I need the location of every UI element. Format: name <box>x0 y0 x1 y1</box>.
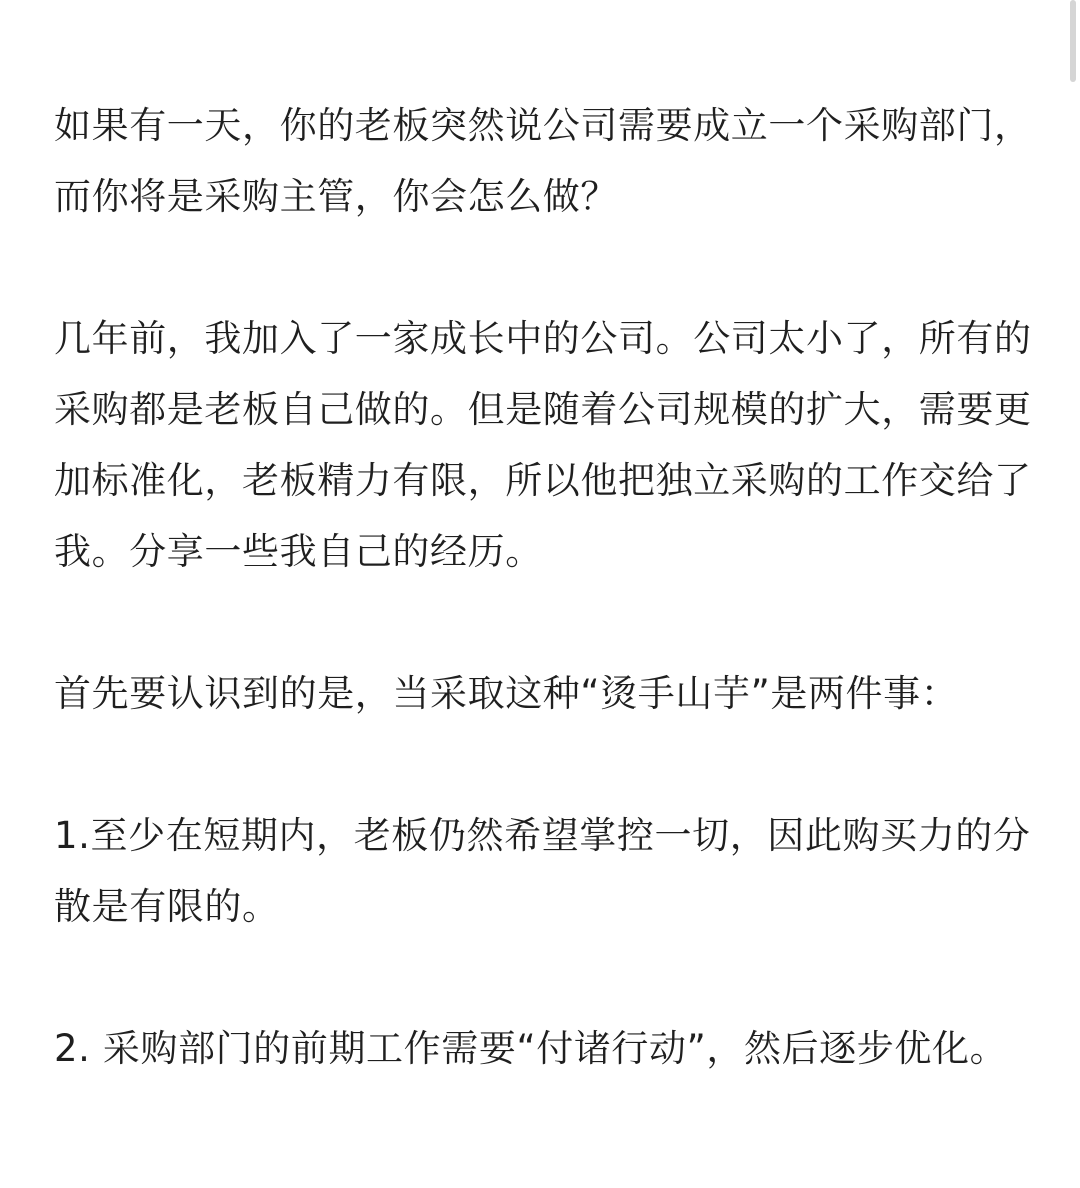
paragraph-intro-question: 如果有一天，你的老板突然说公司需要成立一个采购部门，而你将是采购主管，你会怎么做？ <box>54 104 1032 218</box>
article-body <box>54 90 1034 1084</box>
paragraph-point-1: 1.至少在短期内，老板仍然希望掌控一切，因此购买力的分散是有限的。 <box>54 814 1031 928</box>
scrollbar-thumb[interactable] <box>1070 0 1076 82</box>
paragraph-two-things: 首先要认识到的是，当采取这种“烫手山芋”是两件事： <box>54 672 959 715</box>
paragraph-point-2: 2. 采购部门的前期工作需要“付诸行动”，然后逐步优化。 <box>54 1027 1008 1070</box>
scrollbar[interactable] <box>1066 0 1080 1188</box>
paragraph-background: 几年前，我加入了一家成长中的公司。公司太小了，所有的采购都是老板自己做的。但是随着公司规模的扩大，需要更加标准化，老板精力有限，所以他把独立采购的工作交给了我。分享一些我自己的经历。 <box>54 317 1032 573</box>
